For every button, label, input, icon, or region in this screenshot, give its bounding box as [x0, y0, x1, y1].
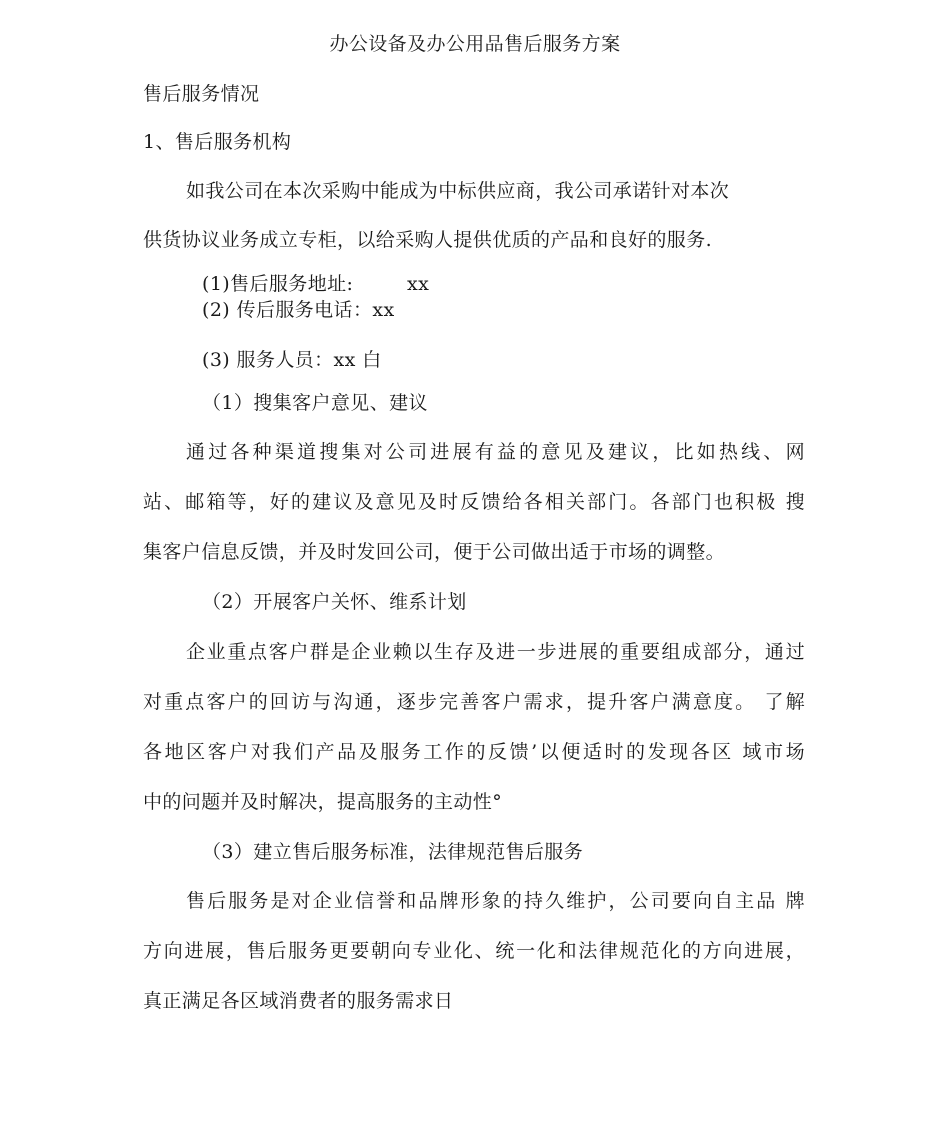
sub-heading: 1、售后服务机构: [143, 131, 292, 153]
section-heading: 售后服务情况: [143, 83, 260, 105]
item-2-line-4: 中的问题并及时解决，提高服务的主动性°: [143, 791, 503, 813]
item-3-line-1: 售后服务是对企业信誉和品牌形象的持久维护，公司要向自主品 牌: [186, 890, 805, 912]
address-value: xx: [407, 273, 430, 295]
intro-line-1: 如我公司在本次采购中能成为中标供应商，我公司承诺针对本次: [186, 180, 730, 202]
intro-line-2: 供货协议业务成立专柜，以给采购人提供优质的产品和良好的服务.: [143, 229, 713, 251]
item-heading-2: （2）开展客户关怀、维系计划: [202, 591, 467, 613]
item-1-line-2: 站、邮箱等，好的建议及意见及时反馈给各相关部门。各部门也积极 搜: [143, 491, 805, 513]
item-1-line-3: 集客户信息反馈，并及时发回公司，便于公司做出适于市场的调整。: [143, 541, 726, 563]
item-3-line-2: 方向进展，售后服务更要朝向专业化、统一化和法律规范化的方向进展，: [143, 940, 805, 962]
item-2-line-2: 对重点客户的回访与沟通，逐步完善客户需求，提升客户满意度。 了解: [143, 691, 805, 713]
address-label: (1)售后服务地址:: [202, 273, 354, 295]
item-3-line-3: 真正满足各区域消费者的服务需求日: [143, 990, 454, 1012]
item-heading-1: （1）搜集客户意见、建议: [202, 392, 428, 414]
document-title: 办公设备及办公用品售后服务方案: [329, 33, 621, 55]
item-heading-3: （3）建立售后服务标准，法律规范售后服务: [202, 841, 584, 863]
item-2-line-3: 各地区客户对我们产品及服务工作的反馈’以便适时的发现各区 域市场: [143, 741, 805, 763]
service-phone: (2) 传后服务电话：xx: [202, 299, 395, 321]
item-1-line-1: 通过各种渠道搜集对公司进展有益的意见及建议，比如热线、网: [186, 441, 805, 463]
service-staff: (3) 服务人员：xx 白: [202, 349, 382, 371]
item-2-line-1: 企业重点客户群是企业赖以生存及进一步进展的重要组成部分，通过: [186, 641, 805, 663]
